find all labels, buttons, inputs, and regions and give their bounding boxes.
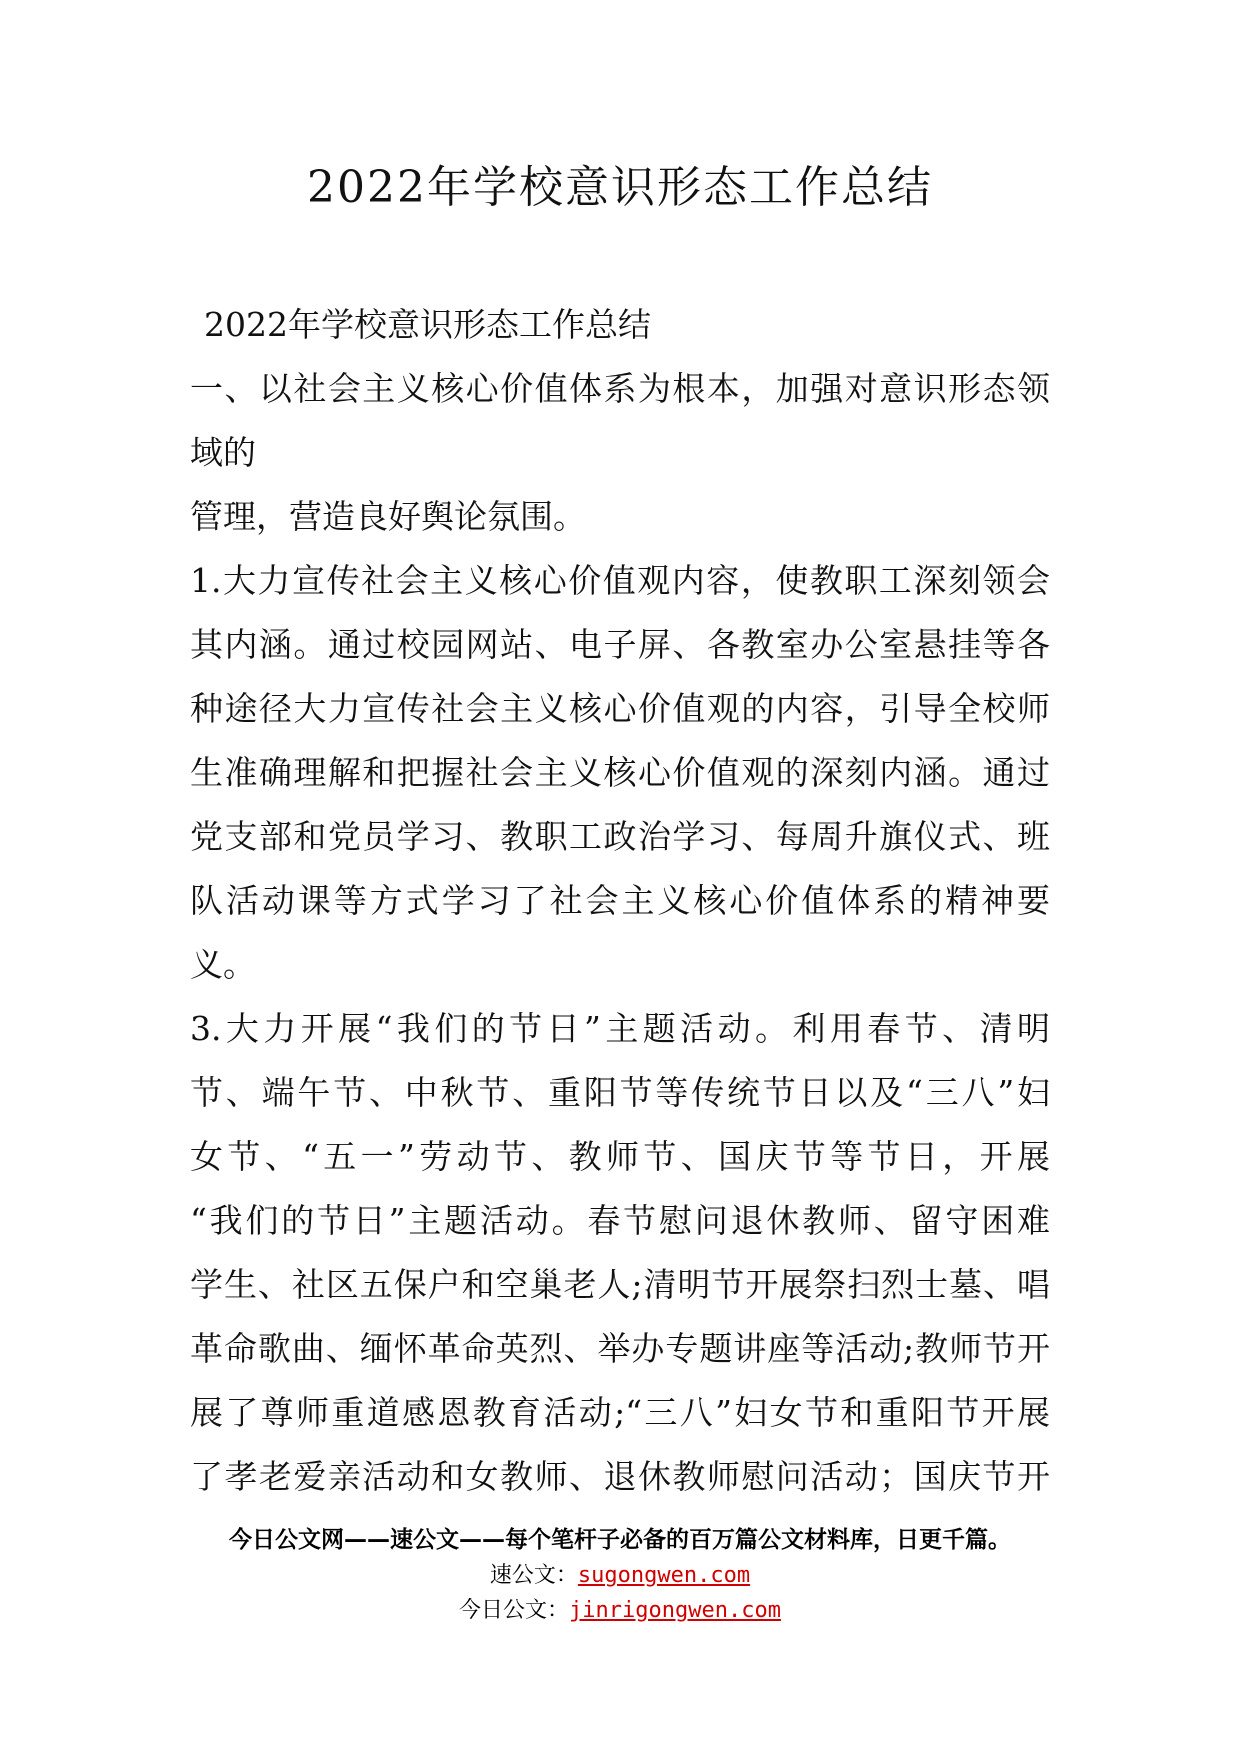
body-line: 生准确理解和把握社会主义核心价值观的深刻内涵。通过 [190,753,1050,792]
body-line: “我们的节日”主题活动。春节慰问退休教师、留守困难 [190,1201,1050,1240]
body-line: 义。 [190,945,256,984]
body-line: 其内涵。通过校园网站、电子屏、各教室办公室悬挂等各 [190,625,1050,664]
body-line: 1.大力宣传社会主义核心价值观内容，使教职工深刻领会 [190,561,1050,600]
body-line: 2022年学校意识形态工作总结 [204,305,651,344]
footer-link-row [0,1558,1240,1593]
body-line: 节、端午节、中秋节、重阳节等传统节日以及“三八”妇 [190,1073,1050,1112]
body-line: 种途径大力宣传社会主义核心价值观的内容，引导全校师 [190,689,1050,728]
body-line: 域的 [190,433,256,472]
body-line: 管理，营造良好舆论氛围。 [190,497,586,536]
body-line: 3.大力开展“我们的节日”主题活动。利用春节、清明 [190,1009,1050,1048]
footer-slogan: 今日公文网——速公文——每个笔杆子必备的百万篇公文材料库，日更千篇。 [229,1527,1011,1553]
footer-link-row [0,1593,1240,1628]
footer-link-label: 今日公文： [459,1598,570,1623]
document-body [190,293,1050,1509]
page-title: 2022年学校意识形态工作总结 [307,162,933,213]
body-line: 党支部和党员学习、教职工政治学习、每周升旗仪式、班 [190,817,1050,856]
body-line: 女节、“五一”劳动节、教师节、国庆节等节日，开展 [190,1137,1050,1176]
body-line: 革命歌曲、缅怀革命英烈、举办专题讲座等活动;教师节开 [190,1329,1050,1368]
sugongwen-link[interactable]: sugongwen.com [577,1563,751,1588]
page-footer [0,1523,1240,1628]
body-line: 队活动课等方式学习了社会主义核心价值体系的精神要 [190,881,1050,920]
jinrigongwen-link[interactable]: jinrigongwen.com [569,1598,781,1623]
body-line: 学生、社区五保户和空巢老人;清明节开展祭扫烈士墓、唱 [190,1265,1050,1304]
body-line: 了孝老爱亲活动和女教师、退休教师慰问活动；国庆节开 [190,1457,1050,1496]
body-line: 展了尊师重道感恩教育活动;“三八”妇女节和重阳节开展 [190,1393,1050,1432]
footer-link-label: 速公文： [489,1563,578,1588]
body-line: 一、以社会主义核心价值体系为根本，加强对意识形态领 [190,369,1050,408]
